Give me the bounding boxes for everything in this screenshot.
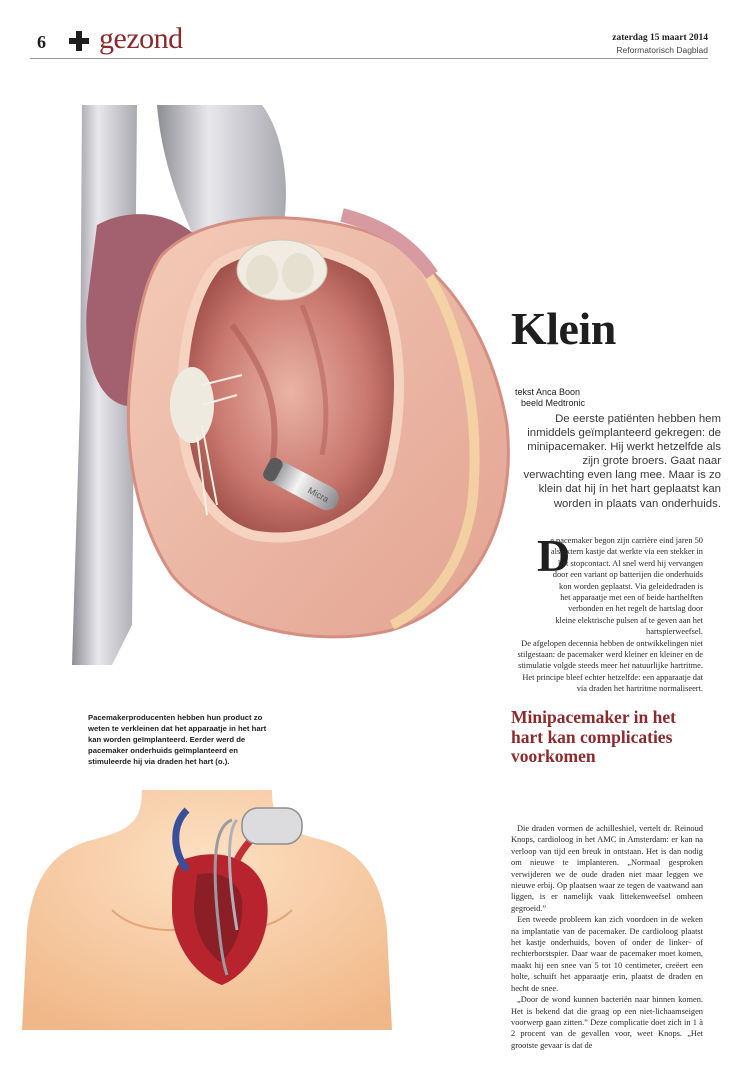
subheading: Minipacemaker in het hart kan complicaties voorkomen (511, 707, 676, 766)
drop-cap: D (537, 530, 571, 581)
plus-icon (68, 30, 90, 52)
publication-date: zaterdag 15 maart 2014 (612, 33, 708, 43)
byline-text: tekst Anca Boon (515, 387, 581, 397)
body-paragraph: e pacemaker begon zijn carrière eind jaren 50 als extern kastje dat werkte via een stekker in het stopcontact. Al snel werd hij vervangen door een variant op batterijen die onderhuids kon worden geplaatst. Via geleidedraden is het apparaatje met een of beide harthelften verbonden en het regelt de hartslag door kleine elektrische pulsen af te geven aan het hartspierweefsel. (550, 536, 703, 637)
page-number: 6 (37, 32, 46, 52)
torso-illustration (22, 790, 392, 1030)
body-paragraph: „Door de wond kunnen bacteriën naar binnen komen. Het is bekend dat die graag op een niet-lichaamseigen voorwerp gaan zitten.” Deze complicatie doet zich in 1 à 2 procent van de gevallen voor, weet Knops. „Het grootste gevaar is dat de (511, 995, 703, 1050)
body-paragraph: De afgelopen decennia hebben de ontwikkelingen niet stilgestaan: de pacemaker werd kleiner en kleiner en de stimulatie volgde steeds meer het natuurlijke hartritme. Het principe bleef echter hetzelfde: een apparaatje dat via draden het hartritme normaliseert. (517, 638, 703, 694)
body-paragraph: Een tweede probleem kan zich voordoen in de weken na implantatie van de pacemaker. De cardioloog plaatst het kastje onderhuids, boven of onder de linker- of rechterborstspier. Daar waar de pacemaker moet komen, maakt hij een snee van 5 tot 10 centimeter, creëert een holte, schuift het apparaatje erin, plaatst de draden en hecht de snee. (511, 915, 703, 993)
publication-name: Reformatorisch Dagblad (616, 45, 708, 55)
heart-illustration (62, 105, 522, 665)
intro-text: De eerste patiënten hebben hem inmiddels geïmplanteerd gekregen: de minipacemaker. Hij werkt hetzelfde als zijn grote broers. Gaat naar verwachting even lang mee. Maar is zo klein dat hij ín het hart geplaatst kan worden in plaats van onderhuids. (523, 413, 721, 510)
image-caption: Pacemakerproducenten hebben hun product zo weten te verkleinen dat het apparaatje in het hart kan worden geïmplanteerd. Eerder werd de pacemaker onderhuids geïmplanteerd en stimuleerde hij via draden het hart (o.). (88, 713, 267, 766)
header-rule (30, 58, 708, 59)
body-column-1 (511, 530, 703, 695)
body-paragraph: Die draden vormen de achilleshiel, vertelt dr. Reinoud Knops, cardioloog in het AMC in Amsterdam: er kan na verloop van tijd een breuk in ontstaan. Het is dan nodig om nieuwe te implanteren. „Normaal gesproken verwijderen we de oude draden niet maar leggen we nieuwe erbij. Op plaatsen waar ze tegen de vaatwand aan liggen, is er namelijk vaak littekenweefsel omheen gegroeid.” (511, 824, 703, 913)
headline: Klein (511, 303, 616, 354)
body-column-2 (511, 823, 703, 1051)
byline-image: beeld Medtronic (521, 398, 586, 408)
section-title: gezond (99, 22, 183, 55)
micra-label: Micra (306, 485, 331, 505)
